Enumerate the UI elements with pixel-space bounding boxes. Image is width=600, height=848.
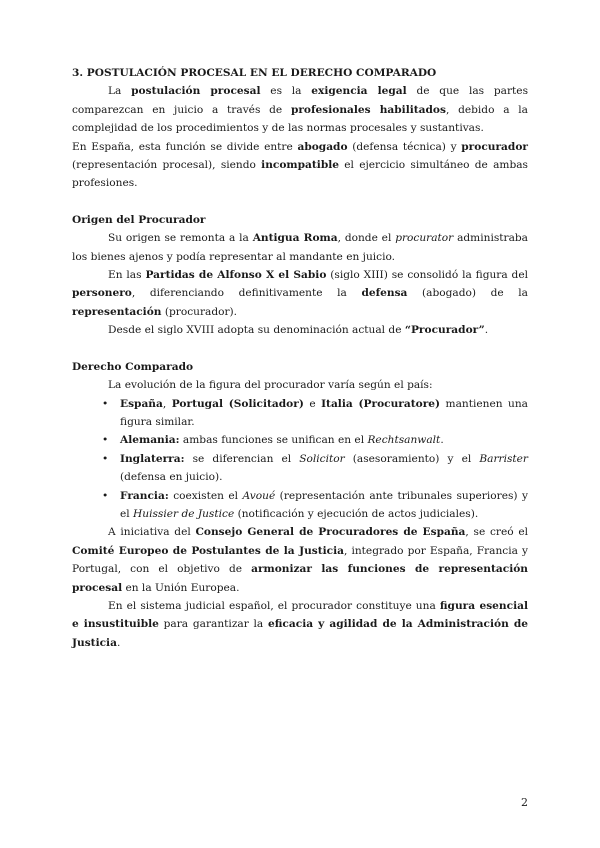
intro-paragraph-1: La postulación procesal es la exigencia legal de que las partes comparezcan en juicio a través de profesionales habilitados, debido a la complejidad de los procedimientos y de las normas procesales y sustantivas. (72, 85, 529, 135)
page-number: 2 (521, 796, 528, 809)
document-page (72, 64, 528, 652)
comparado-heading: Derecho Comparado (72, 360, 194, 373)
list-item: • Inglaterra: se diferencian el Solicitor (asesoramiento) y el Barrister (defensa en juicio). (120, 450, 528, 487)
origen-heading: Origen del Procurador (72, 213, 206, 226)
intro-paragraph-2: En España, esta función se divide entre abogado (defensa técnica) y procurador (representación procesal), siendo incompatible el ejercicio simultáneo de ambas profesiones. (72, 140, 528, 190)
section-title: 3. POSTULACIÓN PROCESAL EN EL DERECHO COMPARADO (72, 67, 437, 79)
list-item: • España, Portugal (Solicitador) e Italia (Procuratore) mantienen una figura similar. (120, 395, 528, 432)
country-list (72, 395, 528, 524)
comparado-paragraph-1: A iniciativa del Consejo General de Procuradores de España, se creó el Comité Europeo de Postulantes de la Justicia, integrado por España, Francia y Portugal, con el objetivo de armonizar las funciones de representación procesal en la Unión Europea. (72, 526, 529, 594)
origen-paragraph-1: Su origen se remonta a la Antigua Roma, donde el procurator administraba los bienes ajenos y podía representar al mandante en juicio. (72, 232, 528, 263)
bullet-icon: • (102, 489, 109, 502)
bullet-icon: • (102, 452, 109, 465)
comparado-intro: La evolución de la figura del procurador varía según el país: (108, 379, 433, 392)
list-item: • Francia: coexisten el Avoué (representación ante tribunales superiores) y el Huissier de Justice (notificación y ejecución de actos judiciales). (120, 487, 528, 524)
origen-paragraph-2: En las Partidas de Alfonso X el Sabio (siglo XIII) se consolidó la figura del personero, diferenciando definitivamente la defensa (abogado) de la representación (procurador). (72, 269, 528, 318)
bullet-icon: • (102, 397, 109, 410)
origen-paragraph-3: Desde el siglo XVIII adopta su denominación actual de “Procurador”. (108, 324, 489, 337)
list-item: • Alemania: ambas funciones se unifican en el Rechtsanwalt. (120, 431, 528, 449)
comparado-paragraph-2: En el sistema judicial español, el procurador constituye una figura esencial e insustituible para garantizar la eficacia y agilidad de la Administración de Justicia. (72, 599, 528, 649)
bullet-icon: • (102, 434, 109, 447)
